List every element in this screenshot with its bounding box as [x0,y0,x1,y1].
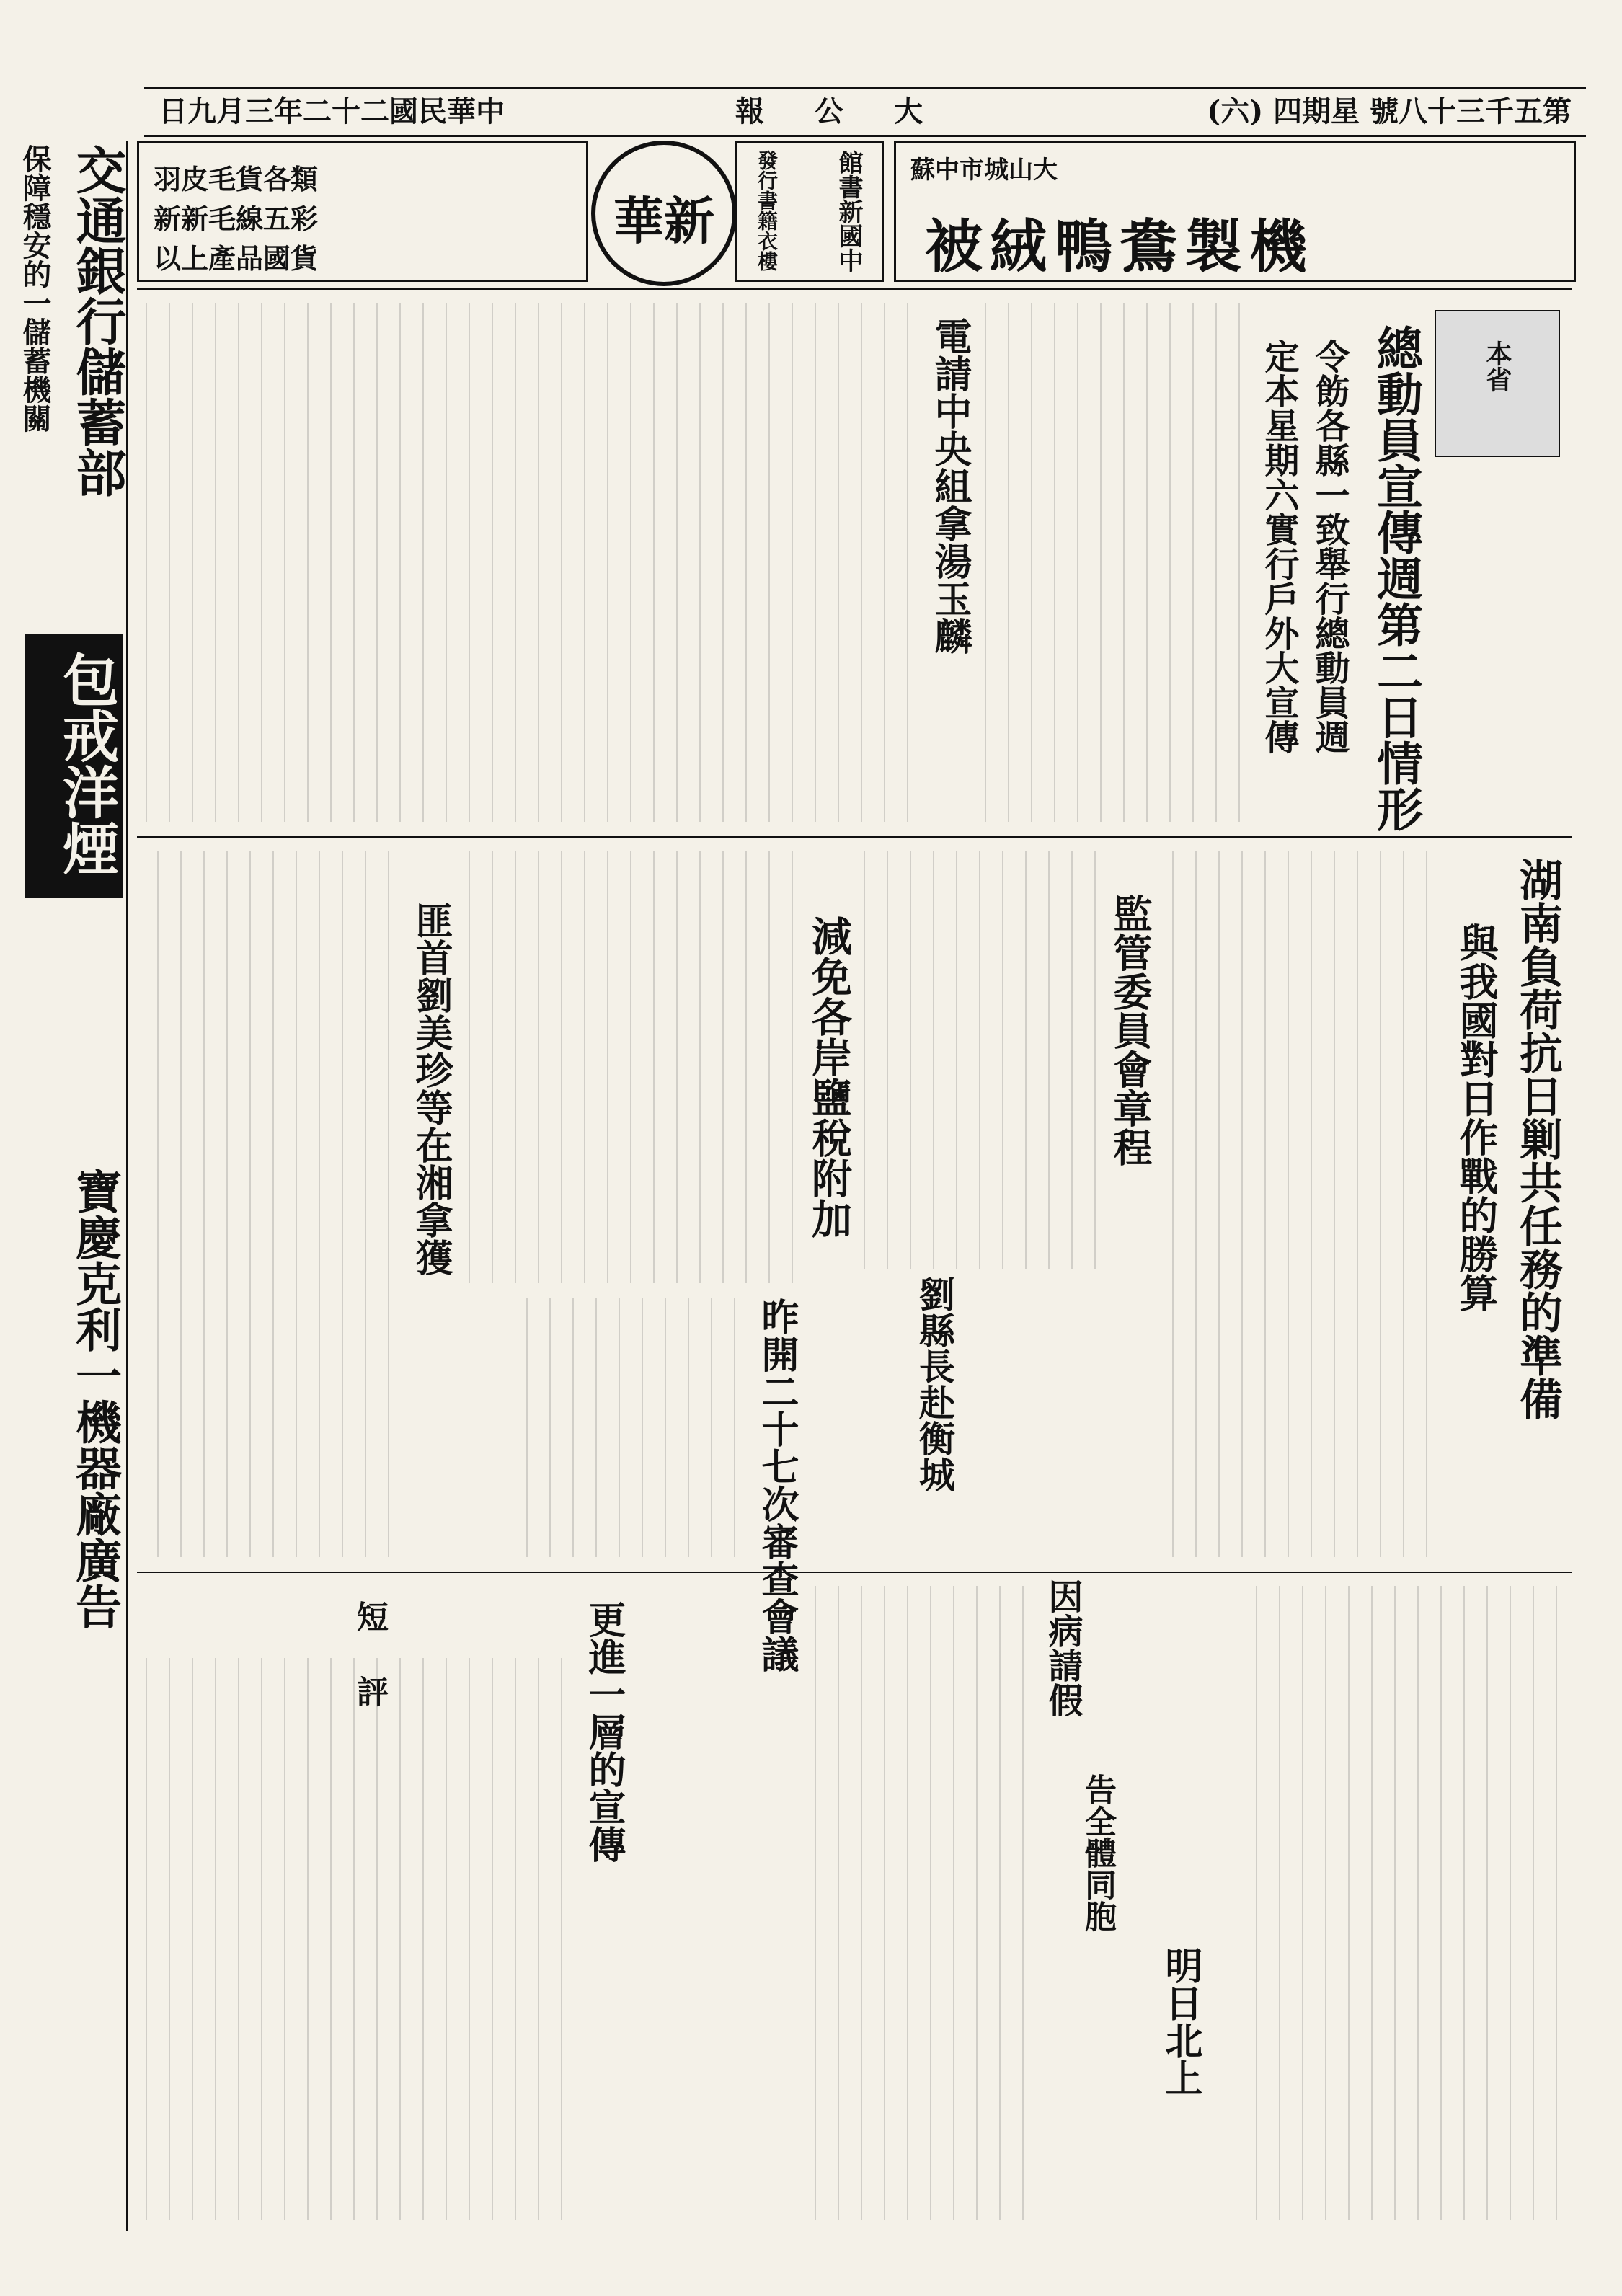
headline-13: 告全體同胞 [1079,1773,1116,1932]
section-emblem [1435,310,1560,457]
article-bandit-body [144,851,389,1557]
ad-emblem-text: 華新 [613,191,714,251]
ad-quilt [894,141,1576,282]
article-party-body [144,303,908,822]
short-comment-title: 短評 [351,1600,388,1750]
ad-ban-text: 包戒洋煙 [53,651,119,876]
headline-7: 監管委員會章程 [1107,894,1153,1166]
ad-bookstore [735,141,884,282]
ad-bookstore-sub: 發行書籍衣樓 [755,150,779,271]
short-comment-body [144,1658,562,2220]
headline-9: 匪首劉美珍等在湘拿獲 [409,901,453,1276]
rule-mid-2 [137,1572,1572,1573]
headline-5: 與我國對日作戰的勝算 [1453,923,1499,1312]
ad-textiles [137,141,588,282]
article-salt-body [461,851,793,1283]
headline-3: 定本星期六實行戶外大宣傳 [1259,339,1299,754]
ad-textiles-line-1: 羽皮毛貨各類 [154,163,319,195]
rule-mid-1 [137,836,1572,838]
ad-quilt-sub: 蘇中市城山大 [910,156,1058,185]
article-mobilization-body [980,303,1240,822]
masthead-issue: (六) 四期星 號八十三千五第 [1207,94,1572,128]
headline-12: 因病請假 [1042,1579,1083,1717]
headline-15: 更進一層的宣傳 [582,1600,626,1863]
headline-10: 昨開二十七次審查會議 [755,1298,799,1672]
masthead-name: 報公大 [735,94,973,128]
ad-bookstore-name: 館書新國中 [834,150,863,272]
article-hunan-body [1153,851,1427,1557]
ad-textiles-line-3: 以上產品國貨 [154,242,319,275]
headline-4: 湖南負荷抗日剿共任務的準備 [1512,858,1563,1420]
ad-textiles-line-2: 新新毛線五彩 [154,203,319,235]
headline-6: 電請中央組拿湯玉麟 [928,317,972,655]
article-review-body [505,1298,735,1557]
rule-top [137,288,1572,290]
ad-emblem [591,141,737,286]
headline-11: 劉縣長赴衡城 [913,1276,956,1492]
ad-bank: 交通銀行儲蓄部 [68,144,128,497]
article-sick-body [793,1586,1024,2220]
headline-2: 令飭各縣一致舉行總動員週 [1309,339,1350,754]
ad-factory: 寶慶克利一機器廠廣告 [68,1168,122,1629]
section-label: 本省 [1482,340,1512,392]
article-committee-body [851,851,1096,1269]
masthead-date: 日九月三年二十二國民華中 [159,94,505,128]
ad-ban-box [25,634,123,898]
article-north-body [1240,1586,1557,2220]
headline-8: 減免各岸鹽稅附加 [805,916,853,1238]
headline-1: 總動員宣傳週第二日情形 [1369,324,1423,832]
masthead [144,87,1586,137]
ad-quilt-title: 被絨鴨鴦製機 [925,213,1314,280]
headline-14: 明日北上 [1158,1946,1202,2096]
ad-savings: 保障穩安的一儲蓄機關 [18,144,52,433]
